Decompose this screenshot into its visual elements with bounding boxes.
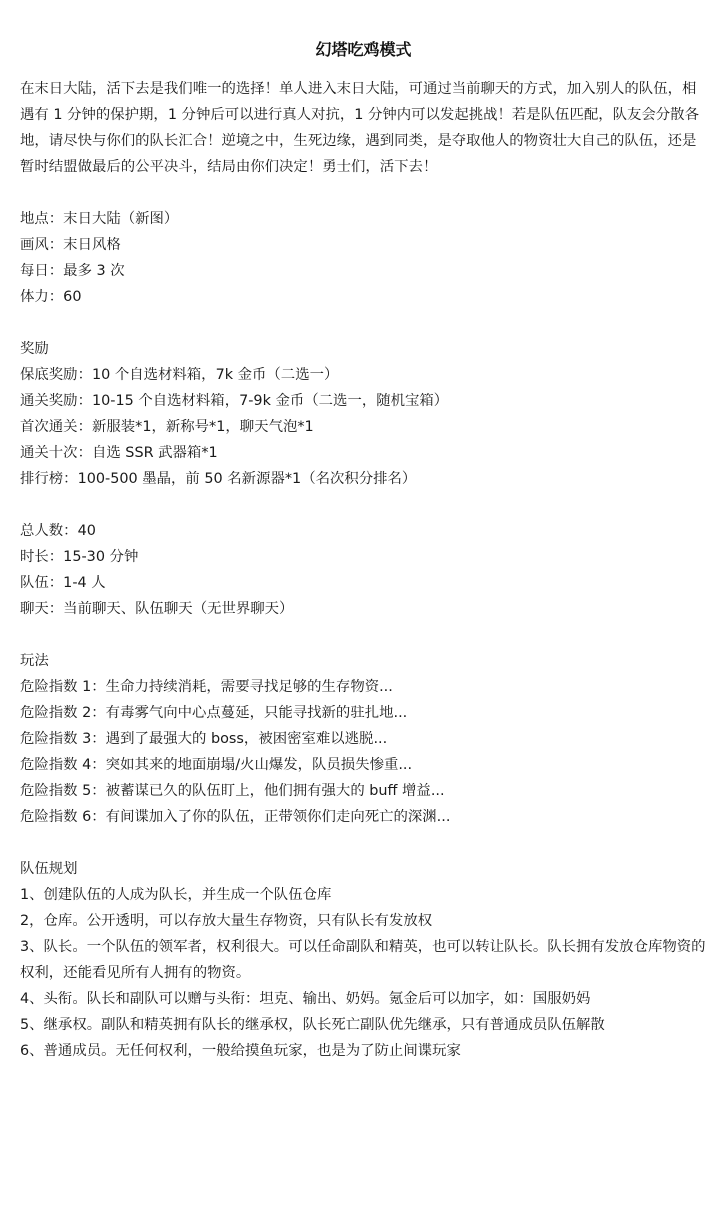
spacer bbox=[20, 180, 707, 206]
team-rule: 4、头衔。队长和副队可以赠与头衔：坦克、输出、奶妈。氪金后可以加字，如：国服奶妈 bbox=[20, 991, 591, 1007]
spacer bbox=[20, 310, 707, 336]
meta-team-size: 队伍：1-4 人 bbox=[20, 575, 106, 591]
team-rule: 1、创建队伍的人成为队长，并生成一个队伍仓库 bbox=[20, 887, 332, 903]
info-stamina: 体力：60 bbox=[20, 289, 82, 305]
reward-item: 保底奖励：10 个自选材料箱，7k 金币（二选一） bbox=[20, 367, 339, 383]
info-daily: 每日：最多 3 次 bbox=[20, 263, 125, 279]
rewards-heading: 奖励 bbox=[20, 341, 49, 357]
meta-players: 总人数：40 bbox=[20, 523, 96, 539]
team-heading: 队伍规划 bbox=[20, 861, 78, 877]
spacer bbox=[20, 622, 707, 648]
rewards-section bbox=[20, 336, 707, 492]
page-title: 幻塔吃鸡模式 bbox=[315, 40, 412, 59]
meta-section bbox=[20, 518, 707, 622]
gameplay-section bbox=[20, 648, 707, 830]
danger-item: 危险指数 4：突如其来的地面崩塌/火山爆发，队员损失惨重... bbox=[20, 757, 413, 773]
danger-item: 危险指数 1：生命力持续消耗，需要寻找足够的生存物资... bbox=[20, 679, 393, 695]
gameplay-heading: 玩法 bbox=[20, 653, 49, 669]
meta-chat: 聊天：当前聊天、队伍聊天（无世界聊天） bbox=[20, 601, 294, 617]
intro-paragraph: 在末日大陆，活下去是我们唯一的选择！单人进入末日大陆，可通过当前聊天的方式，加入别人的队伍，相遇有 1 分钟的保护期，1 分钟后可以进行真人对抗，1 分钟内可以发起挑战！若是队伍匹配，队友会分散各地，请尽快与你们的队长汇合！逆境之中，生死边缘，遇到同类，是夺取他人的物资壮大自己的队伍，还是暂时结盟做最后的公平决斗，结局由你们决定！勇士们，活下去！ bbox=[20, 81, 699, 175]
team-rule: 6、普通成员。无任何权利，一般给摸鱼玩家，也是为了防止间谍玩家 bbox=[20, 1043, 461, 1059]
danger-item: 危险指数 2：有毒雾气向中心点蔓延，只能寻找新的驻扎地... bbox=[20, 705, 408, 721]
info-location: 地点：末日大陆（新图） bbox=[20, 211, 179, 227]
info-style: 画风：末日风格 bbox=[20, 237, 121, 253]
danger-item: 危险指数 5：被蓄谋已久的队伍盯上，他们拥有强大的 buff 增益... bbox=[20, 783, 445, 799]
team-rule: 2，仓库。公开透明，可以存放大量生存物资，只有队长有发放权 bbox=[20, 913, 433, 929]
spacer bbox=[20, 492, 707, 518]
danger-item: 危险指数 6：有间谍加入了你的队伍，正带领你们走向死亡的深渊... bbox=[20, 809, 451, 825]
team-section bbox=[20, 856, 707, 1064]
meta-duration: 时长：15-30 分钟 bbox=[20, 549, 139, 565]
reward-item: 通关奖励：10-15 个自选材料箱，7-9k 金币（二选一，随机宝箱） bbox=[20, 393, 449, 409]
danger-item: 危险指数 3：遇到了最强大的 boss，被困密室难以逃脱... bbox=[20, 731, 388, 747]
team-rule: 3、队长。一个队伍的领军者，权利很大。可以任命副队和精英，也可以转让队长。队长拥有发放仓库物资的权利，还能看见所有人拥有的物资。 bbox=[20, 939, 706, 981]
reward-item: 排行榜：100-500 墨晶，前 50 名新源器*1（名次积分排名） bbox=[20, 471, 417, 487]
spacer bbox=[20, 830, 707, 856]
info-section bbox=[20, 206, 707, 310]
reward-item: 首次通关：新服装*1，新称号*1，聊天气泡*1 bbox=[20, 419, 314, 435]
team-rule: 5、继承权。副队和精英拥有队长的继承权，队长死亡副队优先继承，只有普通成员队伍解散 bbox=[20, 1017, 605, 1033]
reward-item: 通关十次：自选 SSR 武器箱*1 bbox=[20, 445, 218, 461]
